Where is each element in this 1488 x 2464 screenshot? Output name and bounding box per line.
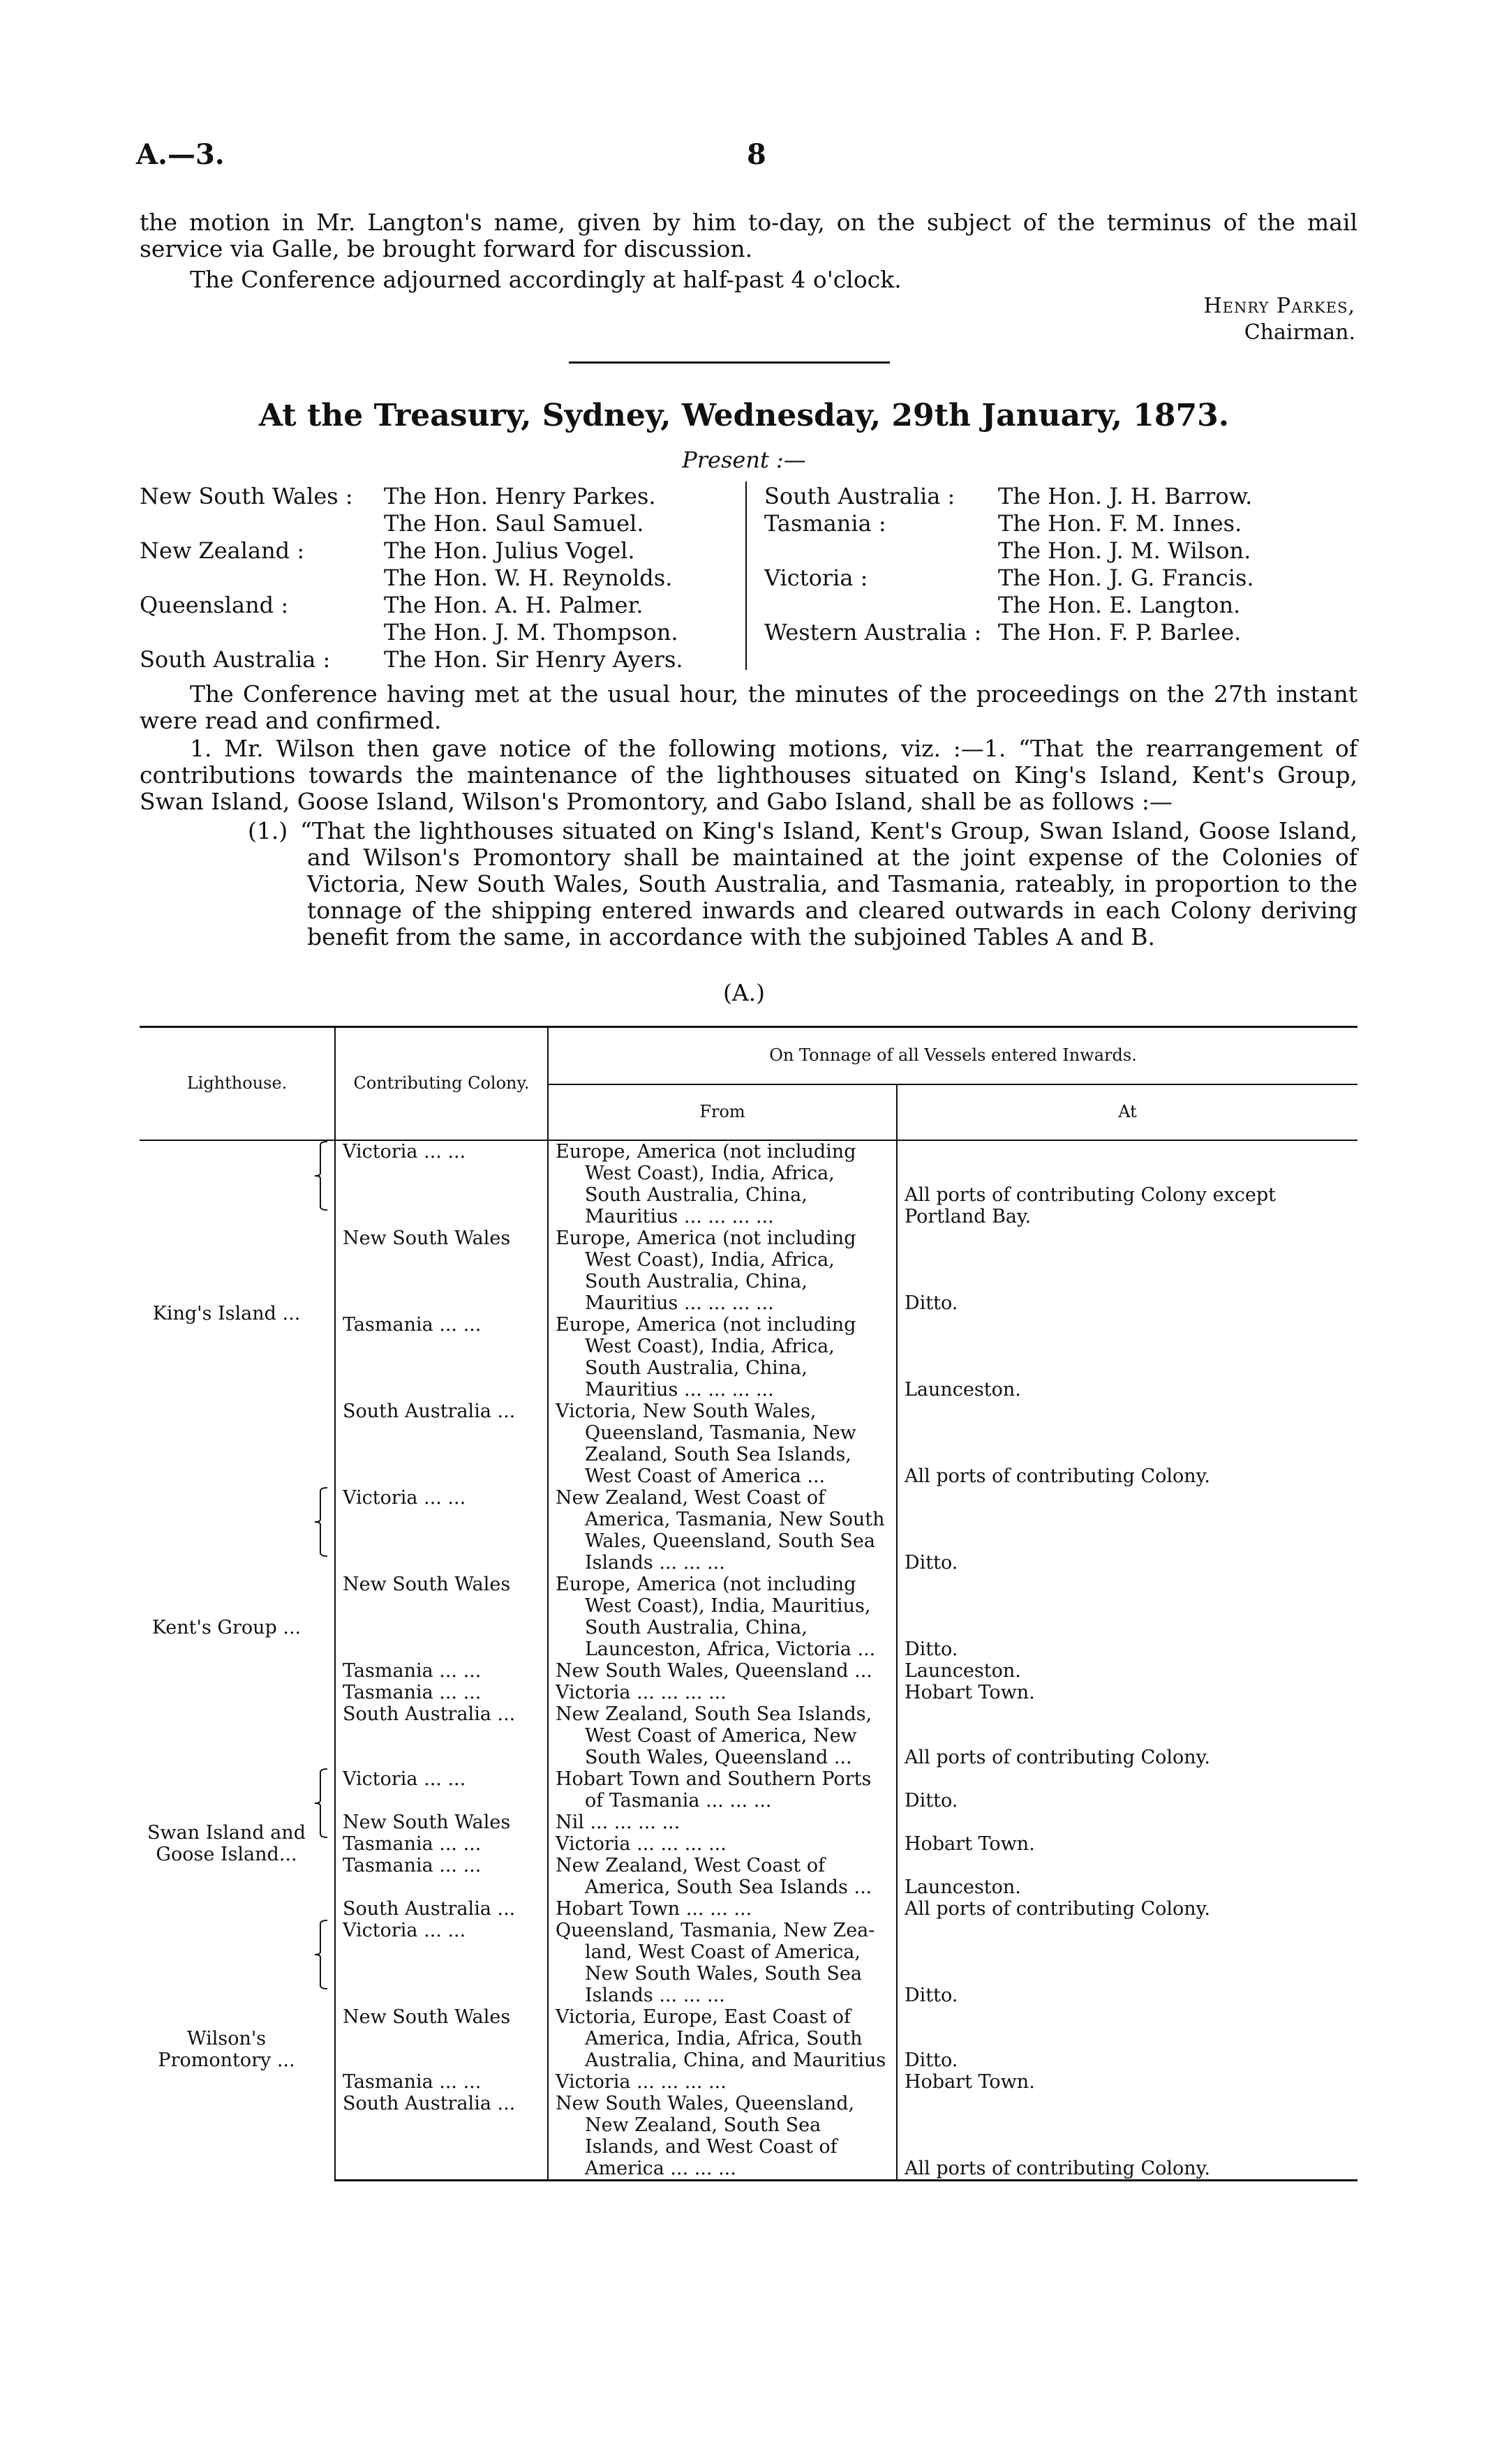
at-ports: Ditto. bbox=[905, 2049, 958, 2071]
from-continuation: West Coast), India, Africa, South Australia, China, Mauritius ... ... ... ... bbox=[585, 1335, 835, 1401]
contributing-colony: Tasmania ... ... bbox=[335, 1660, 548, 1682]
at-ports: Ditto. bbox=[905, 1551, 958, 1574]
from-continuation: America, India, Africa, South Australia, China, and Mauritius bbox=[585, 2027, 886, 2071]
clause-paragraph: “That the lighthouses situated on King's Island, Kent's Group, Swan Island, Goose Island, and Wilson's Promontory shall be maintained at the joint expense of the Colonies of Victoria, New South Wales, South Australia, and Tasmania, rateably, in proportion to the tonnage of the shipping entered inwards and cleared outwards in each Colony deriving benefit from the same, in accordance with the subjoined Tables A and B. bbox=[300, 817, 1357, 950]
contributing-colony: Tasmania ... ... bbox=[335, 1855, 548, 1898]
at-ports: All ports of contributing Colony. bbox=[905, 1465, 1210, 1487]
header-contributing-colony: Contributing Colony. bbox=[335, 1027, 548, 1140]
contributing-colony: South Australia ... bbox=[335, 1401, 548, 1487]
attendee-name: The Hon. F. M. Innes. bbox=[998, 510, 1242, 537]
document-reference: A.—3. bbox=[136, 138, 225, 171]
from-ports bbox=[548, 1227, 897, 1314]
signature-title: Chairman. bbox=[1244, 320, 1355, 345]
at-ports bbox=[897, 1812, 1357, 1833]
from-ports bbox=[548, 1574, 897, 1660]
from-continuation: West Coast), India, Mauritius, South Australia, China, Launceston, Africa, Victoria ... bbox=[585, 1595, 876, 1660]
page-number: 8 bbox=[747, 138, 766, 171]
attendee-name: The Hon. W. H. Reynolds. bbox=[384, 565, 673, 591]
from-ports bbox=[548, 1660, 897, 1682]
attendee-name: The Hon. Saul Samuel. bbox=[384, 510, 644, 537]
motion-paragraph: 1. Mr. Wilson then gave notice of the following motions, viz. :—1. “That the rearrangement of contributions towards the maintenance of the lighthouses situated on King's Island, Kent's Group, Swan Island, Goose Island, Wilson's Promontory, and Gabo Island, shall be as follows :— bbox=[140, 735, 1357, 815]
from-continuation: Queensland, Tasmania, New Zealand, South Sea Islands, West Coast of America ... bbox=[585, 1421, 856, 1487]
contributing-colony: Tasmania ... ... bbox=[335, 1314, 548, 1401]
contributing-colony: New South Wales bbox=[335, 2006, 548, 2071]
from-continuation: of Tasmania ... ... ... bbox=[585, 1789, 772, 1812]
from-continuation: land, West Coast of America, New South Wales, South Sea Islands ... ... ... bbox=[585, 1941, 862, 2006]
adjourned-paragraph: The Conference adjourned accordingly at half-past 4 o'clock. bbox=[190, 266, 902, 293]
attendees-divider bbox=[745, 481, 747, 670]
from-first-line: Europe, America (not including bbox=[556, 1140, 856, 1163]
page-header bbox=[136, 138, 1357, 180]
attendee-colony: Western Australia : bbox=[764, 619, 982, 645]
from-ports bbox=[548, 1140, 897, 1227]
from-first-line: Victoria ... ... ... ... bbox=[556, 1832, 727, 1855]
at-ports: All ports of contributing Colony except Portland Bay. bbox=[905, 1184, 1276, 1227]
lighthouse-label: King's Island ... bbox=[152, 1303, 301, 1324]
at-ports: Hobart Town. bbox=[905, 2070, 1035, 2093]
contributing-colony: Victoria ... ... bbox=[335, 1140, 548, 1227]
contributing-colony: New South Wales bbox=[335, 1574, 548, 1660]
from-continuation: New Zealand, South Sea Islands, and West Coast of America ... ... ... bbox=[585, 2114, 838, 2179]
at-ports: Hobart Town. bbox=[905, 1832, 1035, 1855]
from-ports bbox=[548, 1768, 897, 1812]
attendee-colony: Victoria : bbox=[764, 565, 868, 591]
intro-paragraph: the motion in Mr. Langton's name, given by him to-day, on the subject of the terminus of the mail service via Galle, be brought forward for discussion. bbox=[140, 209, 1357, 262]
from-first-line: Victoria, Europe, East Coast of bbox=[556, 2006, 851, 2028]
contributing-colony: South Australia ... bbox=[335, 2093, 548, 2181]
from-ports bbox=[548, 1898, 897, 1920]
attendee-name: The Hon. A. H. Palmer. bbox=[384, 592, 643, 618]
brace-icon bbox=[312, 1768, 330, 1838]
from-first-line: Europe, America (not including bbox=[556, 1573, 856, 1595]
from-first-line: Hobart Town and Southern Ports bbox=[556, 1768, 872, 1790]
at-ports: Ditto. bbox=[905, 1789, 958, 1812]
signature bbox=[1203, 293, 1355, 346]
attendee-colony: Tasmania : bbox=[764, 510, 886, 537]
from-ports bbox=[548, 2093, 897, 2181]
from-first-line: New South Wales, Queensland ... bbox=[556, 1659, 872, 1682]
table-row bbox=[140, 1920, 1357, 2006]
attendee-name: The Hon. J. M. Wilson. bbox=[998, 537, 1251, 564]
lighthouse-label: Swan Island and Goose Island... bbox=[147, 1822, 306, 1865]
contributing-colony: Victoria ... ... bbox=[335, 1768, 548, 1812]
contributing-colony: Tasmania ... ... bbox=[335, 1833, 548, 1855]
signature-name: Henry Parkes, bbox=[1203, 294, 1355, 318]
from-ports bbox=[548, 1703, 897, 1768]
contributing-colony: New South Wales bbox=[335, 1812, 548, 1833]
from-first-line: New South Wales, Queensland, bbox=[556, 2092, 855, 2114]
from-continuation: West Coast of America, New South Wales, Queensland ... bbox=[585, 1724, 857, 1768]
at-ports: Launceston. bbox=[905, 1876, 1021, 1898]
attendee-name: The Hon. E. Langton. bbox=[998, 592, 1241, 618]
from-ports bbox=[548, 1682, 897, 1703]
attendee-name: The Hon. F. P. Barlee. bbox=[998, 619, 1242, 645]
at-ports: Ditto. bbox=[905, 1638, 958, 1660]
contributing-colony: South Australia ... bbox=[335, 1703, 548, 1768]
at-ports: Ditto. bbox=[905, 1984, 958, 2006]
attendee-name: The Hon. J. M. Thompson. bbox=[384, 619, 678, 645]
attendee-name: The Hon. J. H. Barrow. bbox=[998, 483, 1253, 509]
attendee-colony: New Zealand : bbox=[140, 537, 305, 564]
section-divider bbox=[569, 361, 890, 364]
at-ports: Ditto. bbox=[905, 1292, 958, 1314]
lighthouse-name bbox=[140, 1768, 335, 1920]
brace-icon bbox=[312, 1487, 330, 1557]
from-ports bbox=[548, 2071, 897, 2093]
attendee-colony: Queensland : bbox=[140, 592, 289, 618]
contributing-colony: Victoria ... ... bbox=[335, 1920, 548, 2006]
attendee-name: The Hon. Henry Parkes. bbox=[384, 483, 656, 509]
table-row bbox=[140, 1487, 1357, 1574]
from-first-line: Nil ... ... ... ... bbox=[556, 1811, 680, 1833]
from-continuation: America, Tasmania, New South Wales, Queensland, South Sea Islands ... ... ... bbox=[585, 1508, 885, 1574]
from-ports bbox=[548, 1401, 897, 1487]
brace-icon bbox=[312, 1141, 330, 1211]
at-ports: All ports of contributing Colony. bbox=[905, 1746, 1210, 1768]
from-first-line: Europe, America (not including bbox=[556, 1313, 856, 1336]
brace-icon bbox=[312, 1920, 330, 1989]
from-ports bbox=[548, 1314, 897, 1401]
contributing-colony: Tasmania ... ... bbox=[335, 1682, 548, 1703]
from-ports bbox=[548, 1855, 897, 1898]
from-first-line: Victoria, New South Wales, bbox=[556, 1400, 817, 1422]
lighthouse-name bbox=[140, 1140, 335, 1487]
from-continuation: West Coast), India, Africa, South Australia, China, Mauritius ... ... ... ... bbox=[585, 1248, 835, 1314]
from-continuation: West Coast), India, Africa, South Australia, China, Mauritius ... ... ... ... bbox=[585, 1162, 835, 1227]
meeting-heading: At the Treasury, Sydney, Wednesday, 29th January, 1873. bbox=[258, 398, 1230, 433]
from-first-line: Hobart Town ... ... ... bbox=[556, 1897, 752, 1920]
from-continuation: America, South Sea Islands ... bbox=[585, 1876, 872, 1898]
from-first-line: New Zealand, West Coast of bbox=[556, 1854, 826, 1876]
minutes-paragraph: The Conference having met at the usual hour, the minutes of the proceedings on the 27th instant were read and confirmed. bbox=[140, 680, 1357, 734]
from-first-line: Queensland, Tasmania, New Zea- bbox=[556, 1919, 875, 1941]
at-ports: All ports of contributing Colony. bbox=[897, 2093, 1357, 2181]
at-ports: Launceston. bbox=[905, 1659, 1021, 1682]
from-first-line: Europe, America (not including bbox=[556, 1227, 856, 1249]
from-ports bbox=[548, 1920, 897, 2006]
lighthouse-label: Wilson's Promontory ... bbox=[158, 2028, 295, 2072]
attendee-colony: New South Wales : bbox=[140, 483, 353, 509]
contributing-colony: South Australia ... bbox=[335, 1898, 548, 1920]
contributing-colony: New South Wales bbox=[335, 1227, 548, 1314]
header-lighthouse: Lighthouse. bbox=[140, 1027, 335, 1140]
contributing-colony: Tasmania ... ... bbox=[335, 2071, 548, 2093]
table-row bbox=[140, 1768, 1357, 1812]
attendee-colony: South Australia : bbox=[140, 646, 331, 673]
header-at: At bbox=[897, 1084, 1357, 1140]
from-ports bbox=[548, 1833, 897, 1855]
at-ports: Hobart Town. bbox=[905, 1681, 1035, 1703]
header-from: From bbox=[548, 1084, 897, 1140]
from-ports bbox=[548, 1812, 897, 1833]
attendee-colony: South Australia : bbox=[764, 483, 955, 509]
at-ports: Launceston. bbox=[905, 1378, 1021, 1401]
from-first-line: New Zealand, South Sea Islands, bbox=[556, 1703, 872, 1725]
from-ports bbox=[548, 1487, 897, 1574]
from-first-line: Victoria ... ... ... ... bbox=[556, 2070, 727, 2093]
lighthouse-table bbox=[140, 1026, 1357, 2181]
contributing-colony: Victoria ... ... bbox=[335, 1487, 548, 1574]
table-row bbox=[140, 1140, 1357, 1227]
clause-number: (1.) bbox=[248, 817, 288, 844]
header-tonnage: On Tonnage of all Vessels entered Inwards. bbox=[548, 1027, 1357, 1084]
attendee-name: The Hon. Sir Henry Ayers. bbox=[384, 646, 683, 673]
attendee-name: The Hon. Julius Vogel. bbox=[384, 537, 635, 564]
table-caption: (A.) bbox=[722, 979, 766, 1006]
lighthouse-name bbox=[140, 1920, 335, 2181]
lighthouse-name bbox=[140, 1487, 335, 1768]
from-first-line: Victoria ... ... ... ... bbox=[556, 1681, 727, 1703]
from-ports bbox=[548, 2006, 897, 2071]
present-label: Present :— bbox=[682, 447, 806, 473]
attendee-name: The Hon. J. G. Francis. bbox=[998, 565, 1254, 591]
lighthouse-label: Kent's Group ... bbox=[151, 1616, 302, 1638]
from-first-line: New Zealand, West Coast of bbox=[556, 1486, 826, 1509]
at-ports: All ports of contributing Colony. bbox=[905, 1897, 1210, 1920]
